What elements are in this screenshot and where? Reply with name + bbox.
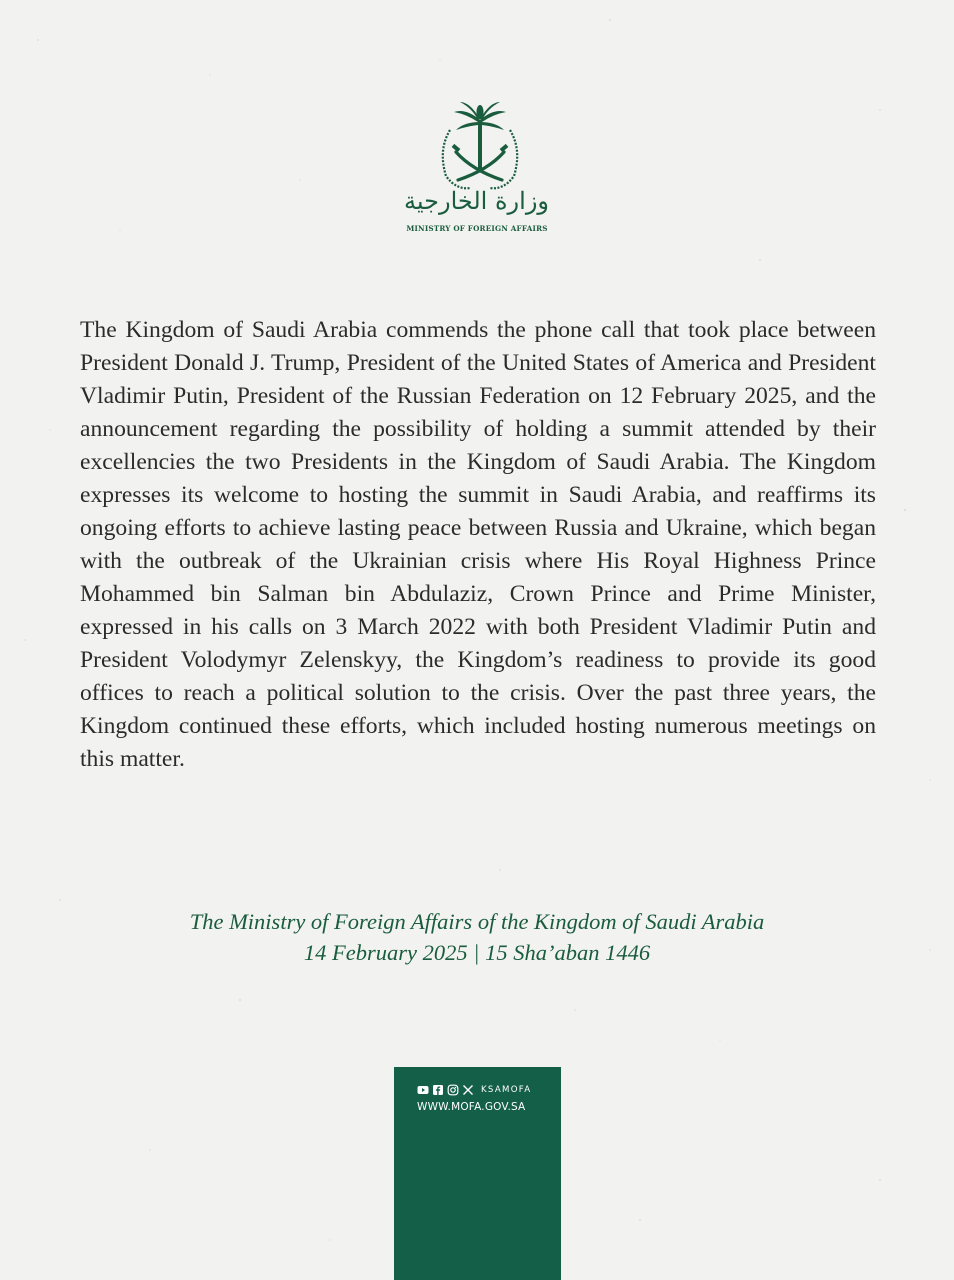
instagram-icon[interactable] (447, 1084, 459, 1096)
ministry-name-english: MINISTRY OF FOREIGN AFFAIRS (406, 224, 548, 233)
social-links (417, 1083, 531, 1097)
statement-body: The Kingdom of Saudi Arabia commends the phone call that took place between President Donald J. Trump, President of the United States of America and President Vladimir Putin, President of the Russian Federation on 12 February 2025, and the announcement regarding the possibility of holding a summit attended by their excellencies the two Presidents in the Kingdom of Saudi Arabia. The Kingdom expresses its welcome to hosting the summit in Saudi Arabia, and reaffirms its ongoing efforts to achieve lasting peace between Russia and Ukraine, which began with the outbreak of the Ukrainian crisis where His Royal Highness Prince Mohammed bin Salman bin Abdulaziz, Crown Prince and Prime Minister, expressed in his calls on 3 March 2022 with both President Vladimir Putin and President Volodymyr Zelenskyy, the Kingdom’s readiness to provide its good offices to reach a political solution to the crisis. Over the past three years, the Kingdom continued these efforts, which included hosting numerous meetings on this matter. (80, 317, 876, 772)
signature-block (100, 906, 854, 968)
issuer-line: The Ministry of Foreign Affairs of the Kingdom of Saudi Arabia (189, 909, 765, 934)
youtube-icon[interactable] (417, 1084, 429, 1096)
facebook-icon[interactable] (432, 1084, 444, 1096)
social-handle: KSAMOFA (481, 1085, 532, 1095)
x-icon[interactable] (462, 1084, 474, 1096)
ministry-name-arabic: وزارة الخارجية (404, 187, 549, 215)
saudi-emblem-palm-swords-icon (420, 100, 540, 240)
date-line: 14 February 2025 | 15 Sha’aban 1446 (303, 940, 651, 965)
website-url[interactable]: WWW.MOFA.GOV.SA (417, 1101, 526, 1113)
contact-panel (394, 1067, 561, 1280)
